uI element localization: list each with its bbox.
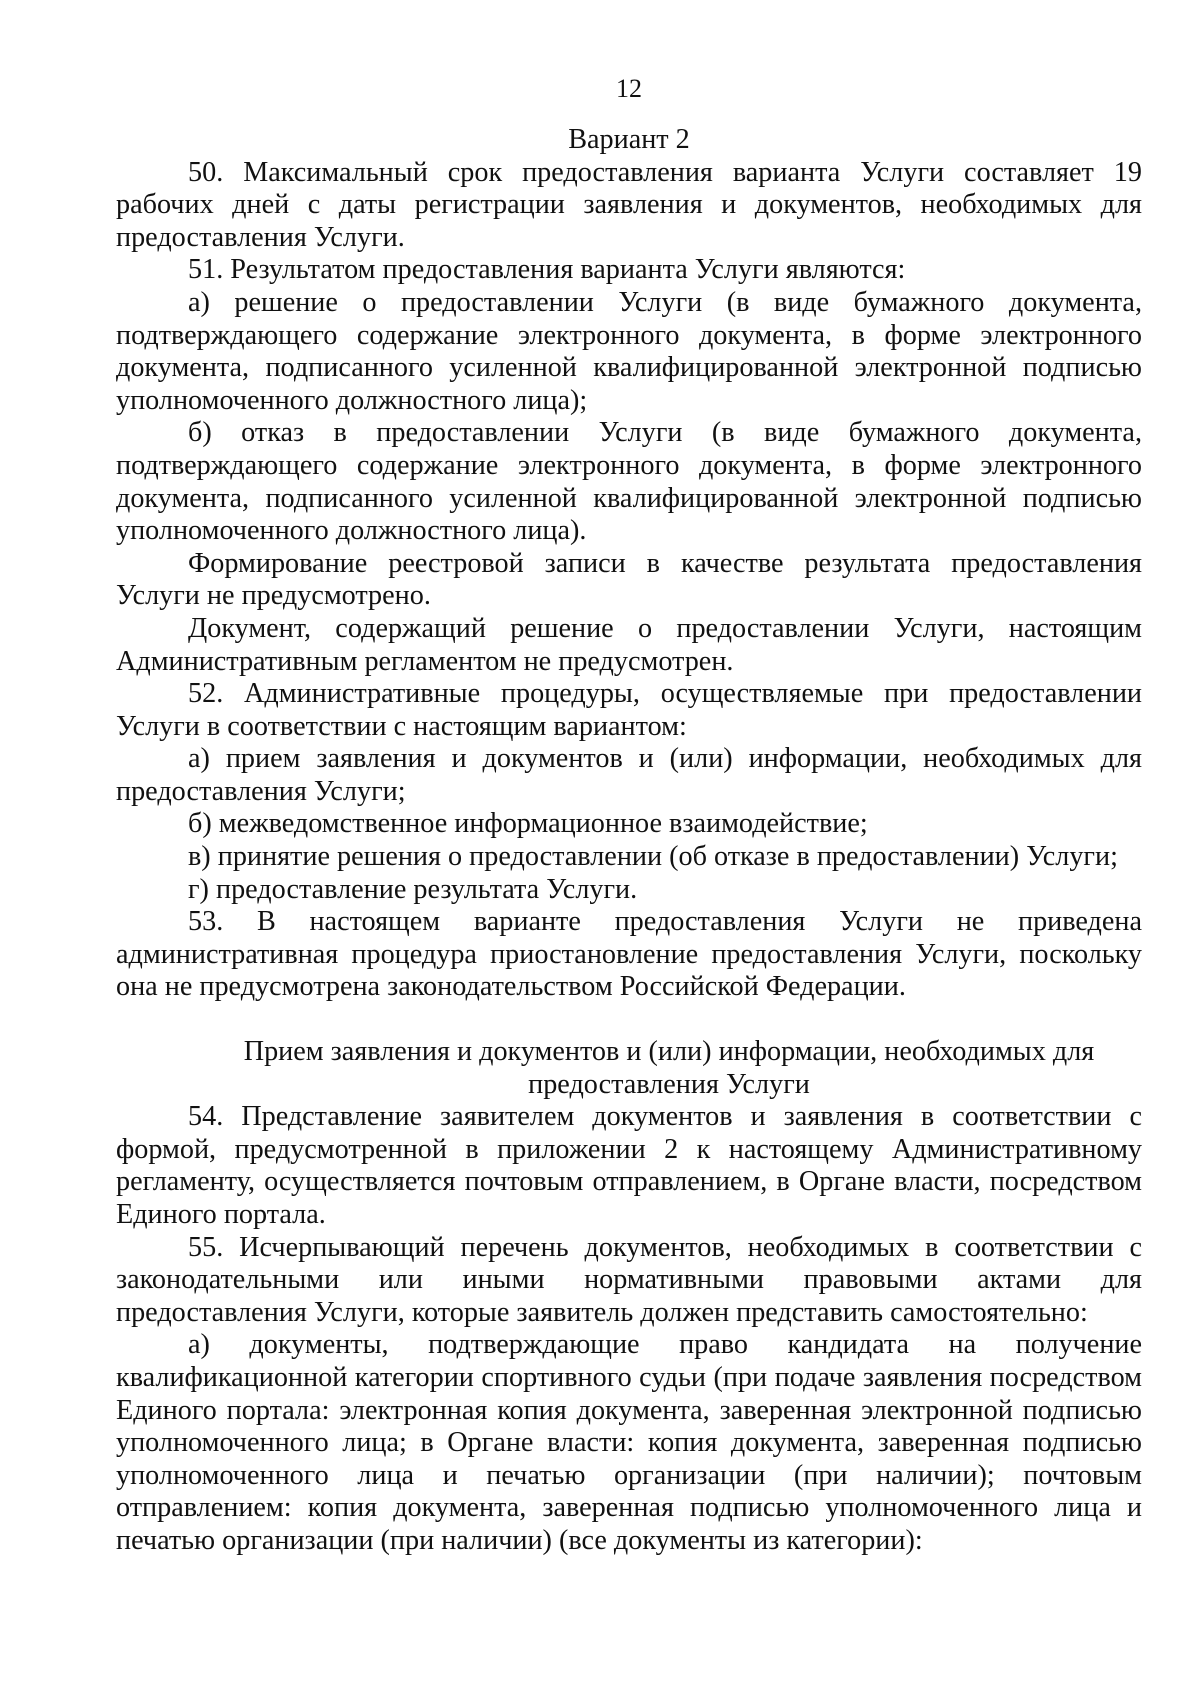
paragraph-decision-document: Документ, содержащий решение о предоставлении Услуги, настоящим Административным регламентом не предусмотрен.	[116, 612, 1142, 677]
paragraph-55-a: а) документы, подтверждающие право кандидата на получение квалификационной категории спортивного судьи (при подаче заявления посредством Единого портала: электронная копия документа, заверенная электронной подписью уполномоченного лица; в Органе власти: копия документа, заверенная подписью уполномоченного лица и печатью организации (при наличии); почтовым отправлением: копия документа, заверенная подписью уполномоченного лица и печатью организации (при наличии) (все документы из категории):	[116, 1329, 1142, 1556]
paragraph-51-a: а) решение о предоставлении Услуги (в виде бумажного документа, подтверждающего содержание электронного документа, в форме электронного документа, подписанного усиленной квалифицированной электронной подписью уполномоченного должностного лица);	[116, 286, 1142, 416]
page-number: 12	[616, 74, 642, 103]
paragraph-55: 55. Исчерпывающий перечень документов, необходимых в соответствии с законодательными или иными нормативными правовыми актами для предоставления Услуги, которые заявитель должен представить самостоятельно:	[116, 1231, 1142, 1328]
paragraph-52: 52. Административные процедуры, осуществляемые при предоставлении Услуги в соответствии с настоящим вариантом:	[116, 678, 1142, 742]
paragraph-52-b: б) межведомственное информационное взаимодействие;	[188, 808, 868, 840]
paragraph-50: 50. Максимальный срок предоставления варианта Услуги составляет 19 рабочих дней с даты регистрации заявления и документов, необходимых для предоставления Услуги.	[116, 156, 1142, 253]
paragraph-registry-record: Формирование реестровой записи в качестве результата предоставления Услуги не предусмотрено.	[116, 547, 1142, 612]
paragraph-51-b: б) отказ в предоставлении Услуги (в виде бумажного документа, подтверждающего содержание электронного документа, в форме электронного документа, подписанного усиленной квалифицированной электронной подписью уполномоченного должностного лица).	[116, 417, 1142, 547]
paragraph-53: 53. В настоящем варианте предоставления Услуги не приведена административная процедура приостановление предоставления Услуги, поскольку она не предусмотрена законодательством Российской Федерации.	[116, 906, 1142, 1003]
paragraph-52-g: г) предоставление результата Услуги.	[188, 873, 638, 905]
document-body	[116, 124, 1142, 1558]
paragraph-52-v: в) принятие решения о предоставлении (об отказе в предоставлении) Услуги;	[188, 841, 1118, 873]
section-heading: Прием заявления и документов и (или) информации, необходимых для предоставления Услуги	[243, 1036, 1095, 1100]
variant-heading: Вариант 2	[568, 124, 690, 155]
paragraph-52-a: а) прием заявления и документов и (или) информации, необходимых для предоставления Услуги;	[116, 743, 1142, 807]
paragraph-51: 51. Результатом предоставления варианта Услуги являются:	[188, 254, 906, 286]
paragraph-54: 54. Представление заявителем документов и заявления в соответствии с формой, предусмотренной в приложении 2 к настоящему Административному регламенту, осуществляется почтовым отправлением, в Органе власти, посредством Единого портала.	[116, 1101, 1142, 1230]
